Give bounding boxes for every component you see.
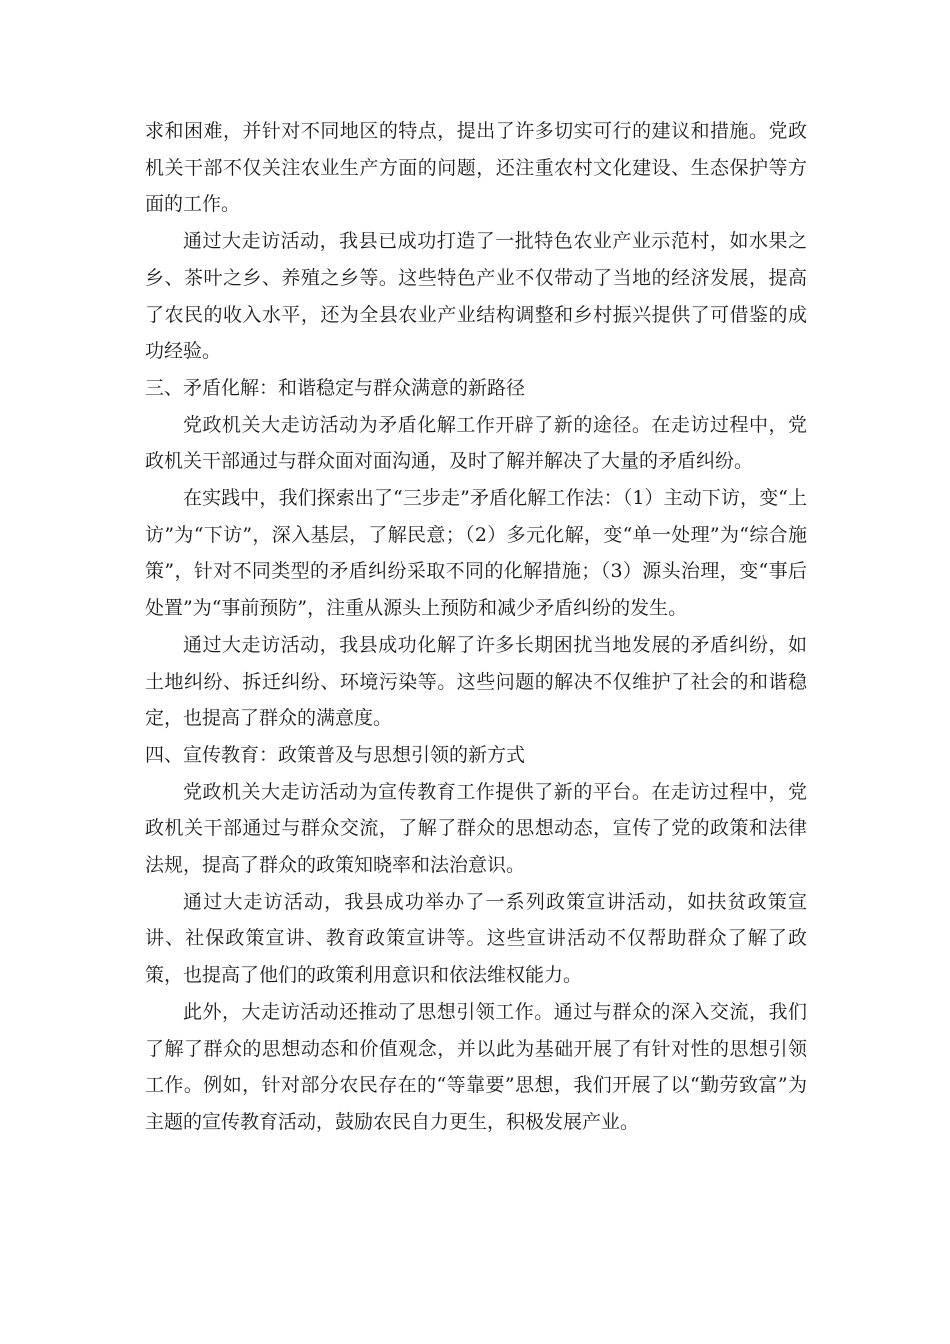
section-heading-conflict-resolution: 三、矛盾化解：和谐稳定与群众满意的新路径 [145,376,526,399]
paragraph-demo-villages: 通过大走访活动，我县已成功打造了一批特色农业产业示范村，如水果之乡、茶叶之乡、养殖之乡等。这些特色产业不仅带动了当地的经济发展，提高了农民的收入水平，还为全县农业产业结构调整和乡村振兴提供了可借鉴的成功经验。 [145,230,807,363]
paragraph-three-step-method: 在实践中，我们探索出了“三步走”矛盾化解工作法：（1）主动下访，变“上访”为“下访”，深入基层，了解民意；（2）多元化解，变“单一处理”为“综合施策”，针对不同类型的矛盾纠纷采取不同的化解措施；（3）源头治理，变“事后处置”为“事前预防”，注重从源头上预防和减少矛盾纠纷的发生。 [145,487,807,620]
paragraph-ideological-guidance: 此外，大走访活动还推动了思想引领工作。通过与群众的深入交流，我们了解了群众的思想动态和价值观念，并以此为基础开展了有针对性的思想引领工作。例如，针对部分农民存在的“等靠要”思想，我们开展了以“勤劳致富”为主题的宣传教育活动，鼓励农民自力更生，积极发展产业。 [145,1000,807,1133]
paragraph-conflict-intro: 党政机关大走访活动为矛盾化解工作开辟了新的途径。在走访过程中，党政机关干部通过与群众面对面沟通，及时了解并解决了大量的矛盾纠纷。 [145,413,807,473]
paragraph-continuation: 求和困难，并针对不同地区的特点，提出了许多切实可行的建议和措施。党政机关干部不仅关注农业生产方面的问题，还注重农村文化建设、生态保护等方面的工作。 [145,120,807,216]
section-heading-publicity-education: 四、宣传教育：政策普及与思想引领的新方式 [145,743,526,766]
paragraph-policy-lectures: 通过大走访活动，我县成功举办了一系列政策宣讲活动，如扶贫政策宣讲、社保政策宣讲、教育政策宣讲等。这些宣讲活动不仅帮助群众了解了政策，也提高了他们的政策利用意识和依法维权能力。 [145,890,807,987]
paragraph-conflict-results: 通过大走访活动，我县成功化解了许多长期困扰当地发展的矛盾纠纷，如土地纠纷、拆迁纠纷、环境污染等。这些问题的解决不仅维护了社会的和谐稳定，也提高了群众的满意度。 [145,633,807,730]
document-page [145,113,807,1141]
paragraph-publicity-intro: 党政机关大走访活动为宣传教育工作提供了新的平台。在走访过程中，党政机关干部通过与群众交流，了解了群众的思想动态，宣传了党的政策和法律法规，提高了群众的政策知晓率和法治意识。 [145,780,807,877]
